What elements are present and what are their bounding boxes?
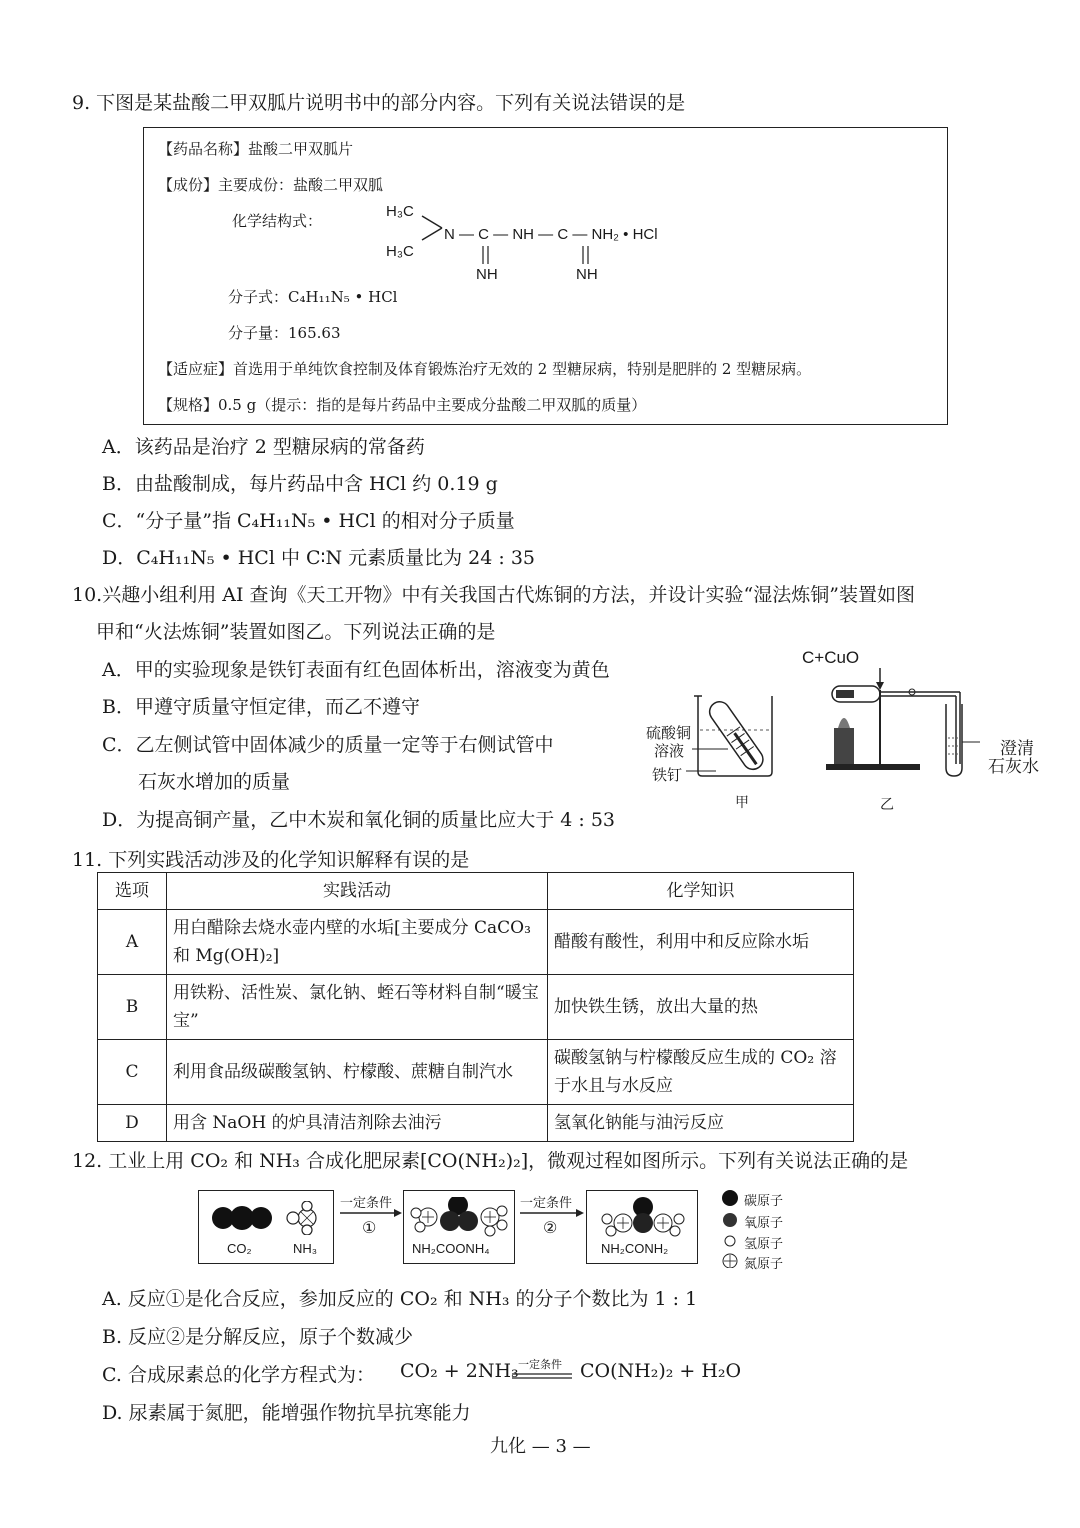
table-header-row [98,873,854,910]
label-yi: 乙 [880,797,894,813]
arrow-2-icon [520,1208,584,1218]
row-activity: 用铁粉、活性炭、氯化钠、蛭石等材料自制“暖宝宝” [167,975,548,1040]
label-nh3: NH₃ [293,1241,318,1256]
label-reactants: C+CuO [802,648,860,667]
arrow1-condition: 一定条件 [340,1196,393,1211]
structure-bonds-icon [414,208,448,248]
table-row [98,1040,854,1105]
step-2: ② [543,1218,558,1237]
q12-option-d: D. 尿素属于氮肥，能增强作物抗旱抗寒能力 [102,1402,471,1424]
q9-option-c: C．“分子量”指 C₄H₁₁N₅ • HCl 的相对分子质量 [102,510,515,532]
arrow-1-icon [340,1208,402,1218]
label-cuso4-1: 硫酸铜 [646,724,692,742]
table-row [98,975,854,1040]
q9-option-b: B．由盐酸制成，每片药品中含 HCl 约 0.19 g [102,473,498,495]
header-activity: 实践活动 [167,873,548,910]
q9-option-a: A．该药品是治疗 2 型糖尿病的常备药 [102,436,425,458]
equation-arrow-icon [512,1372,574,1380]
legend-hydrogen: 氢原子 [744,1237,784,1252]
label-co2: CO₂ [227,1241,252,1256]
header-knowledge: 化学知识 [548,873,854,910]
q10-stem-line1: 10.兴趣小组利用 AI 查询《天工开物》中有关我国古代炼铜的方法，并设计实验“湿法炼铜”装置如图 [72,584,915,606]
box-reactants [198,1190,334,1264]
legend-oxygen: 氧原子 [744,1216,784,1231]
apparatus-yi-icon [820,668,980,780]
urea-molecule-icon [595,1197,691,1237]
table-row [98,910,854,975]
row-activity: 用含 NaOH 的炉具清洁剂除去油污 [167,1105,548,1142]
ch3-top: H₃C [386,203,414,220]
q12-option-b: B. 反应②是分解反应，原子个数减少 [102,1326,414,1348]
drug-name-line: 【药品名称】盐酸二甲双胍片 [158,140,354,158]
label-lime-2: 石灰水 [988,757,1039,776]
formula-line: 分子式：C₄H₁₁N₅ • HCl [228,288,398,306]
equation-condition: 一定条件 [518,1358,562,1371]
double-bond-2-icon [580,244,592,266]
q12-stem: 12. 工业上用 CO₂ 和 NH₃ 合成化肥尿素[CO(NH₂)₂]，微观过程如图所示。下列有关说法正确的是 [72,1150,909,1172]
box-intermediate [403,1190,515,1264]
row-knowledge: 氢氧化钠能与油污反应 [548,1105,854,1142]
indication-line: 【适应症】首选用于单纯饮食控制及体育锻炼治疗无效的 2 型糖尿病，特别是肥胖的 2 型糖尿病。 [158,360,812,378]
equation-left: CO₂ + 2NH₃ [400,1360,519,1382]
double-bond-1-icon [480,244,492,266]
label-cuso4-2: 溶液 [654,742,685,760]
label-jia: 甲 [735,795,749,811]
atom-legend-icons [720,1188,740,1268]
step-1: ① [362,1218,377,1237]
row-option: A [98,910,167,975]
q11-table [97,872,854,1142]
q12-option-c: C. 合成尿素总的化学方程式为： [102,1364,375,1386]
q11-stem: 11. 下列实践活动涉及的化学知识解释有误的是 [72,849,470,871]
row-knowledge: 加快铁生锈，放出大量的热 [548,975,854,1040]
equation-right: CO(NH₂)₂ + H₂O [580,1360,742,1382]
q10-option-d: D．为提高铜产量，乙中木炭和氧化铜的质量比应大于 4 : 53 [102,809,616,831]
spec-line: 【规格】0.5 g（提示：指的是每片药品中主要成分盐酸二甲双胍的质量） [158,396,647,414]
box-urea [586,1190,698,1264]
leader-lines-icon [640,720,740,780]
q9-stem: 9. 下图是某盐酸二甲双胍片说明书中的部分内容。下列有关说法错误的是 [72,92,686,114]
co2-nh3-molecules-icon [209,1201,324,1235]
row-option: C [98,1040,167,1105]
header-option: 选项 [98,873,167,910]
page-footer: 九化 — 3 — [490,1436,591,1457]
nh2coonh4-molecule-icon [410,1197,510,1237]
legend-carbon: 碳原子 [744,1194,784,1209]
row-option: D [98,1105,167,1142]
structure-chain: N — C — NH — C — NH₂ • HCl [444,226,658,243]
table-row [98,1105,854,1142]
q10-stem-line2: 甲和“火法炼铜”装置如图乙。下列说法正确的是 [96,621,496,643]
row-knowledge: 碳酸氢钠与柠檬酸反应生成的 CO₂ 溶于水且与水反应 [548,1040,854,1105]
label-nh2conh2: NH₂CONH₂ [601,1241,669,1256]
imine-nh-1: NH [476,266,498,283]
q10-option-c-cont: 石灰水增加的质量 [138,771,291,793]
q12-option-a: A. 反应①是化合反应，参加反应的 CO₂ 和 NH₃ 的分子个数比为 1 : 1 [102,1288,698,1310]
legend-nitrogen: 氮原子 [744,1257,784,1272]
row-knowledge: 醋酸有酸性，利用中和反应除水垢 [548,910,854,975]
label-lime-1: 澄清 [1000,739,1034,758]
drug-component-line: 【成份】主要成份：盐酸二甲双胍 [158,176,384,194]
label-nail: 铁钉 [652,766,683,784]
structure-label: 化学结构式： [232,212,323,230]
row-activity: 利用食品级碳酸氢钠、柠檬酸、蔗糖自制汽水 [167,1040,548,1105]
row-activity: 用白醋除去烧水壶内壁的水垢[主要成分 CaCO₃ 和 Mg(OH)₂] [167,910,548,975]
row-option: B [98,975,167,1040]
q10-option-a: A．甲的实验现象是铁钉表面有红色固体析出，溶液变为黄色 [102,659,610,681]
imine-nh-2: NH [576,266,598,283]
label-nh2coonh4: NH₂COONH₄ [412,1241,490,1256]
drug-instruction-box [143,127,948,425]
q10-option-b: B．甲遵守质量守恒定律，而乙不遵守 [102,696,420,718]
mass-line: 分子量：165.63 [228,324,341,342]
arrow2-condition: 一定条件 [520,1196,573,1211]
ch3-bottom: H₃C [386,243,414,260]
q9-option-d: D．C₄H₁₁N₅ • HCl 中 C∶N 元素质量比为 24 : 35 [102,547,536,569]
q10-option-c: C．乙左侧试管中固体减少的质量一定等于右侧试管中 [102,734,554,756]
